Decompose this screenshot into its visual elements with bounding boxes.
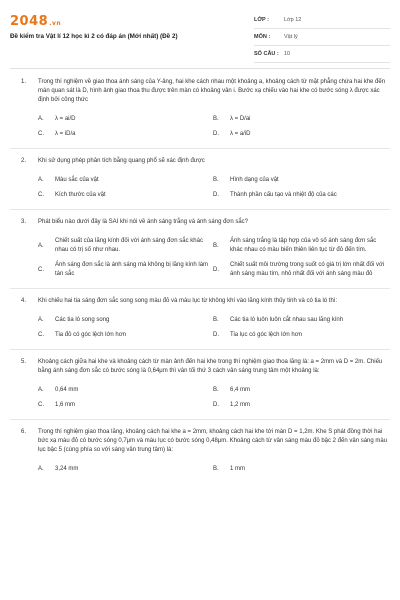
option-letter: B. bbox=[213, 317, 219, 323]
option-letter: D. bbox=[213, 131, 219, 137]
option-letter: A. bbox=[38, 317, 44, 323]
answer-options bbox=[38, 234, 388, 282]
option-text: Các tia ló song song bbox=[55, 317, 110, 323]
answer-option-b[interactable] bbox=[213, 173, 388, 188]
logo-text: 2048 bbox=[10, 14, 49, 29]
meta-row-subject bbox=[254, 29, 390, 46]
question-1 bbox=[0, 78, 400, 142]
answer-option-b[interactable] bbox=[213, 234, 388, 258]
question-number: 1. bbox=[21, 79, 27, 85]
question-text: Khi chiếu hai tia sáng đơn sắc song song màu đỏ và màu lục từ không khí vào lăng kính thủy tinh và có tia ló thì: bbox=[38, 298, 338, 304]
option-letter: A. bbox=[38, 177, 44, 183]
option-text: λ = D/ai bbox=[230, 116, 251, 122]
option-letter: B. bbox=[213, 387, 219, 393]
question-text: Khoảng cách giữa hai khe và khoảng cách từ màn ảnh đến hai khe trong thí nghiệm giao thoa lăng là: a = 2mm và D = 2m. Chiếu bằng ánh sáng đơn sắc có bước sóng là 0,64μm thì vân tối thứ 3 cách vân sáng trung tâm một khoảng là: bbox=[38, 359, 383, 374]
answer-option-c[interactable] bbox=[38, 258, 213, 282]
answer-option-b[interactable] bbox=[213, 112, 388, 127]
meta-key: LỚP : bbox=[254, 17, 269, 23]
answer-option-c[interactable] bbox=[38, 188, 213, 203]
option-letter: D. bbox=[213, 192, 219, 198]
answer-option-a[interactable] bbox=[38, 112, 213, 127]
option-text: Tia lục có góc lệch lớn hơn bbox=[230, 332, 303, 338]
answer-option-c[interactable] bbox=[38, 328, 213, 343]
question-6 bbox=[0, 428, 400, 477]
option-letter: D. bbox=[213, 332, 219, 338]
question-number: 6. bbox=[21, 429, 27, 435]
option-text: 1,2 mm bbox=[230, 402, 251, 408]
option-letter: A. bbox=[38, 387, 44, 393]
answer-option-d[interactable] bbox=[213, 258, 388, 282]
option-text: 1,6 mm bbox=[55, 402, 76, 408]
option-text: λ = iD/a bbox=[55, 131, 76, 137]
question-divider bbox=[10, 148, 390, 149]
option-text: Các tia ló luôn luôn cắt nhau sau lăng kính bbox=[230, 317, 344, 323]
answer-option-a[interactable] bbox=[38, 173, 213, 188]
question-list bbox=[0, 78, 400, 477]
option-text: 6,4 mm bbox=[230, 387, 251, 393]
meta-row-class bbox=[254, 12, 390, 29]
document-title: Đề kiểm tra Vật lí 12 học kì 2 có đáp án (Mới nhất) (Đề 2) bbox=[10, 33, 178, 40]
meta-table bbox=[254, 12, 390, 63]
option-text: Màu sắc của vật bbox=[55, 177, 99, 183]
option-text: 1 mm bbox=[230, 466, 245, 472]
option-text: 0,64 mm bbox=[55, 387, 79, 393]
meta-value: Lớp 12 bbox=[284, 17, 302, 23]
logo-suffix: .vn bbox=[49, 20, 62, 27]
question-divider bbox=[10, 419, 390, 420]
answer-option-d[interactable] bbox=[213, 328, 388, 343]
answer-option-d[interactable] bbox=[213, 398, 388, 413]
header-divider bbox=[10, 68, 390, 69]
question-number: 2. bbox=[21, 158, 27, 164]
answer-option-a[interactable] bbox=[38, 462, 213, 477]
question-3 bbox=[0, 218, 400, 282]
question-text: Khi sử dụng phép phân tích bằng quang phổ sẽ xác định được bbox=[38, 158, 205, 164]
meta-value: Vật lý bbox=[284, 34, 298, 40]
option-letter: C. bbox=[38, 402, 44, 408]
question-text: Trong thí nghiệm về giao thoa ánh sáng của Y-âng, hai khe cách nhau một khoảng a, khoảng cách từ mặt phẳng chứa hai khe đến màn quan sát là D, hình ảnh giao thoa thu được trên màn có khoảng vân i. Bước xạ chiếu vào hai khe có bước sóng λ được xác định bởi công thức bbox=[38, 79, 386, 103]
option-letter: C. bbox=[38, 332, 44, 338]
option-text: λ = ai/D bbox=[55, 116, 76, 122]
option-letter: C. bbox=[38, 192, 44, 198]
question-text: Phát biểu nào dưới đây là SAI khi nói về ánh sáng trắng và ánh sáng đơn sắc? bbox=[38, 219, 249, 225]
option-text: Ánh sáng đơn sắc là ánh sáng mà không bị lăng kính làm tán sắc bbox=[55, 262, 209, 277]
answer-option-c[interactable] bbox=[38, 127, 213, 142]
answer-option-a[interactable] bbox=[38, 313, 213, 328]
site-logo[interactable] bbox=[10, 14, 61, 29]
meta-key: MÔN : bbox=[254, 34, 271, 40]
option-text: 3,24 mm bbox=[55, 466, 79, 472]
question-divider bbox=[10, 209, 390, 210]
option-text: Chiết suất của lăng kính đối với ánh sáng đơn sắc khác nhau có trị số như nhau. bbox=[55, 238, 203, 253]
question-number: 3. bbox=[21, 219, 27, 225]
option-text: Tia đỏ có góc lệch lớn hơn bbox=[55, 332, 127, 338]
answer-option-c[interactable] bbox=[38, 398, 213, 413]
question-4 bbox=[0, 297, 400, 343]
option-letter: B. bbox=[213, 242, 219, 249]
question-divider bbox=[10, 349, 390, 350]
answer-options bbox=[38, 313, 388, 343]
answer-options bbox=[38, 173, 388, 203]
question-text: Trong thí nghiệm giao thoa lăng, khoảng cách hai khe a = 2mm, khoảng cách hai khe tới màn D = 1,2m. Khe S phát đồng thời hai bức xạ màu đỏ có bước sóng 0,7μm và màu lục có bước sóng 0,48μm. Khoảng cách từ vân sáng màu đỏ bậc 2 đến vân sáng màu lục bậc 5 (cùng phía so với sáng vân trung tâm) là: bbox=[38, 429, 388, 453]
answer-option-a[interactable] bbox=[38, 383, 213, 398]
question-number: 5. bbox=[21, 359, 27, 365]
option-letter: A. bbox=[38, 242, 44, 249]
answer-options bbox=[38, 462, 388, 477]
option-text: Thành phần cấu tạo và nhiệt độ của các bbox=[230, 192, 337, 198]
answer-option-a[interactable] bbox=[38, 234, 213, 258]
meta-row-question-count bbox=[254, 46, 390, 63]
answer-option-b[interactable] bbox=[213, 462, 388, 477]
option-text: Kích thước của vật bbox=[55, 192, 106, 198]
answer-option-b[interactable] bbox=[213, 383, 388, 398]
option-letter: B. bbox=[213, 177, 219, 183]
answer-option-d[interactable] bbox=[213, 188, 388, 203]
answer-option-d[interactable] bbox=[213, 127, 388, 142]
option-letter: D. bbox=[213, 402, 219, 408]
option-letter: C. bbox=[38, 131, 44, 137]
option-text: λ = a/iD bbox=[230, 131, 251, 137]
question-divider bbox=[10, 288, 390, 289]
meta-key: SỐ CÂU : bbox=[254, 51, 279, 57]
answer-options bbox=[38, 383, 388, 413]
question-5 bbox=[0, 358, 400, 413]
option-letter: B. bbox=[213, 116, 219, 122]
option-letter: A. bbox=[38, 116, 44, 122]
option-letter: A. bbox=[38, 466, 44, 472]
answer-option-b[interactable] bbox=[213, 313, 388, 328]
question-2 bbox=[0, 157, 400, 203]
meta-value: 10 bbox=[284, 51, 291, 57]
option-letter: C. bbox=[38, 266, 44, 273]
question-number: 4. bbox=[21, 298, 27, 304]
option-letter: D. bbox=[213, 266, 219, 273]
option-text: Ánh sáng trắng là tập hợp của vô số ánh sáng đơn sắc khác nhau có màu biến thiên liên tục từ đỏ đến tím. bbox=[230, 238, 377, 253]
answer-options bbox=[38, 112, 388, 142]
option-letter: B. bbox=[213, 466, 219, 472]
option-text: Hình dạng của vật bbox=[230, 177, 279, 183]
page-header bbox=[0, 0, 400, 62]
option-text: Chiết suất môi trường trong suốt có giá trị lớn nhất đối với ánh sáng màu tím, nhỏ nhất đối với ánh sáng màu đỏ bbox=[230, 262, 385, 277]
